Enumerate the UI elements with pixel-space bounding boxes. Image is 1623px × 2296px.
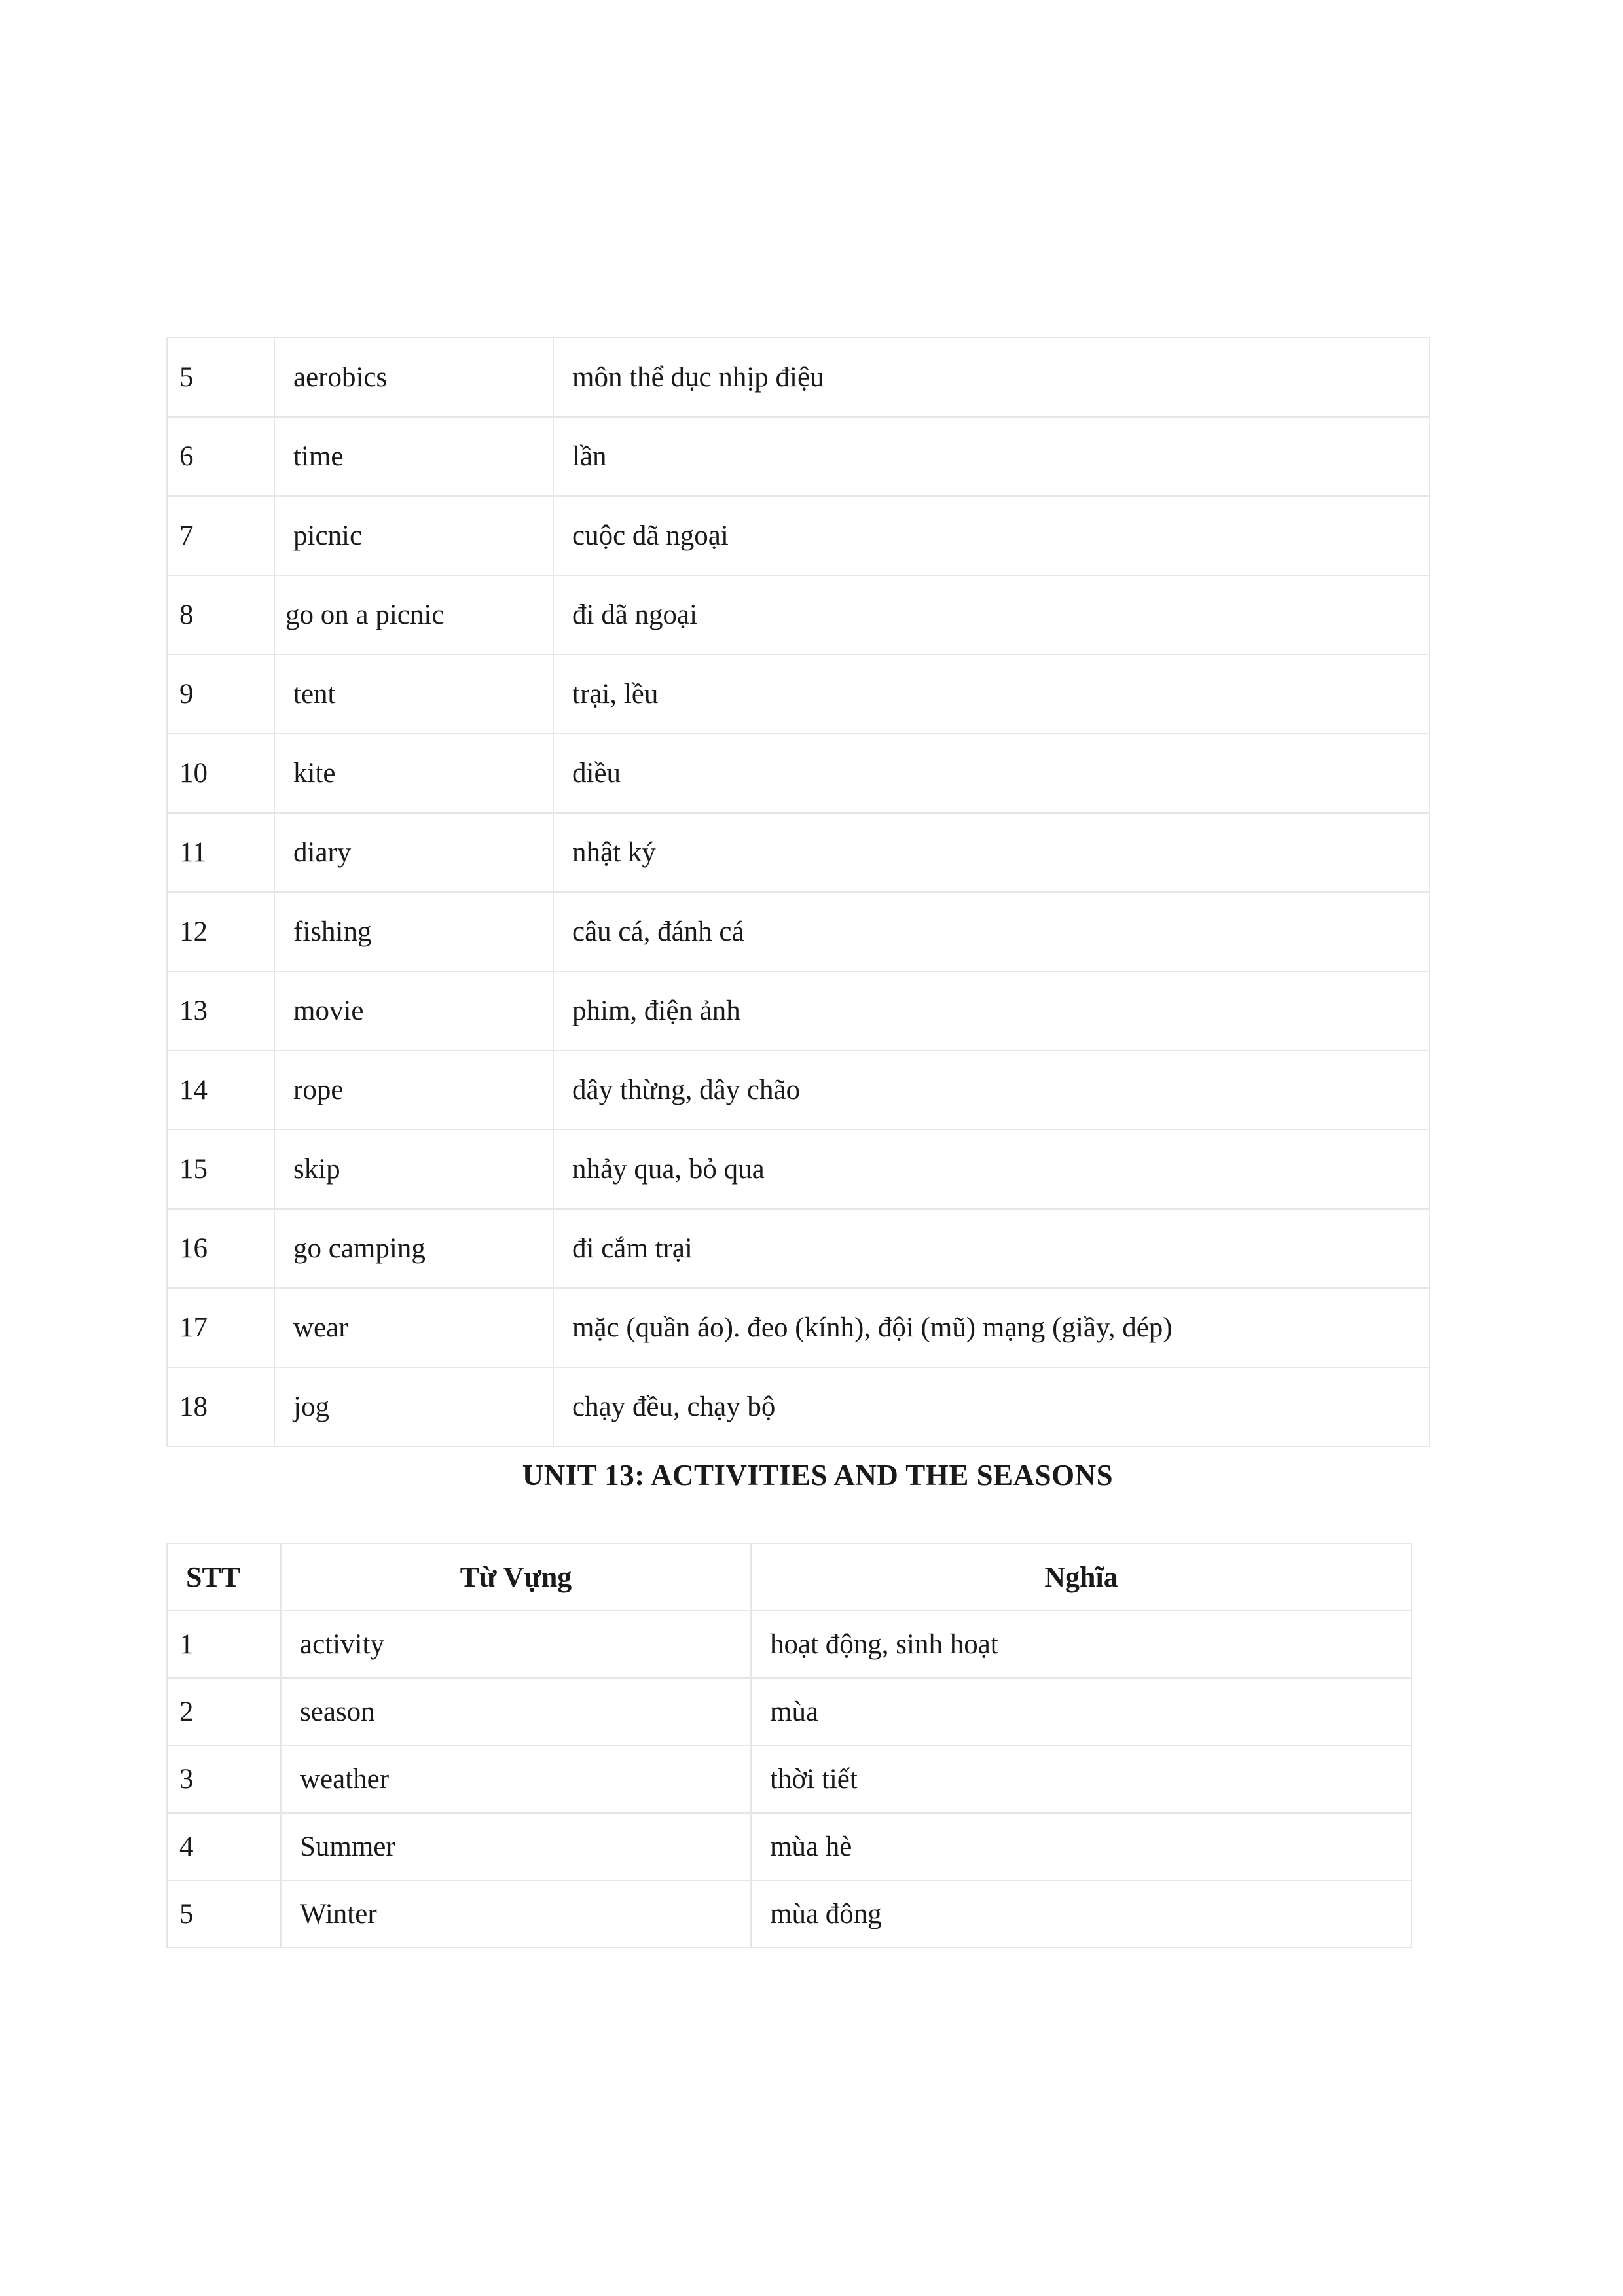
vocab-word: weather xyxy=(281,1746,751,1813)
vocab-word: aerobics xyxy=(274,338,553,417)
table-row xyxy=(167,1367,1429,1446)
table-row xyxy=(167,734,1429,813)
row-number: 11 xyxy=(167,813,274,892)
vocab-meaning: mặc (quần áo). đeo (kính), đội (mũ) mạng (giầy, dép) xyxy=(553,1288,1429,1367)
row-number: 3 xyxy=(167,1746,281,1813)
row-number: 17 xyxy=(167,1288,274,1367)
vocab-word: tent xyxy=(274,655,553,734)
table-row xyxy=(167,655,1429,734)
vocab-meaning: diều xyxy=(553,734,1429,813)
vocab-word: season xyxy=(281,1678,751,1746)
row-number: 13 xyxy=(167,971,274,1050)
vocab-meaning: trại, lều xyxy=(553,655,1429,734)
vocab-word: rope xyxy=(274,1050,553,1130)
vocab-meaning: thời tiết xyxy=(751,1746,1412,1813)
row-number: 6 xyxy=(167,417,274,496)
vocab-word: kite xyxy=(274,734,553,813)
table-header-row xyxy=(167,1543,1412,1611)
table-row xyxy=(167,496,1429,575)
vocab-word: picnic xyxy=(274,496,553,575)
vocab-word: Winter xyxy=(281,1880,751,1948)
row-number: 10 xyxy=(167,734,274,813)
table-row xyxy=(167,1880,1412,1948)
vocab-word: activity xyxy=(281,1611,751,1678)
row-number: 7 xyxy=(167,496,274,575)
column-header-word: Từ Vựng xyxy=(281,1543,751,1611)
vocab-meaning: đi cắm trại xyxy=(553,1209,1429,1288)
row-number: 1 xyxy=(167,1611,281,1678)
row-number: 5 xyxy=(167,1880,281,1948)
table-row xyxy=(167,971,1429,1050)
table-row xyxy=(167,813,1429,892)
row-number: 8 xyxy=(167,575,274,655)
row-number: 2 xyxy=(167,1678,281,1746)
vocab-meaning: nhảy qua, bỏ qua xyxy=(553,1130,1429,1209)
table-row xyxy=(167,417,1429,496)
row-number: 9 xyxy=(167,655,274,734)
row-number: 12 xyxy=(167,892,274,971)
vocab-meaning: đi dã ngoại xyxy=(553,575,1429,655)
vocab-meaning: phim, điện ảnh xyxy=(553,971,1429,1050)
vocab-meaning: dây thừng, dây chão xyxy=(553,1050,1429,1130)
table-row xyxy=(167,1813,1412,1880)
vocab-word: go on a picnic xyxy=(274,575,553,655)
vocab-word: skip xyxy=(274,1130,553,1209)
column-header-number: STT xyxy=(167,1543,281,1611)
vocab-meaning: mùa đông xyxy=(751,1880,1412,1948)
vocab-word: diary xyxy=(274,813,553,892)
vocab-word: jog xyxy=(274,1367,553,1446)
table-row xyxy=(167,575,1429,655)
vocabulary-table-unit13 xyxy=(166,1543,1412,1948)
row-number: 15 xyxy=(167,1130,274,1209)
table-row xyxy=(167,892,1429,971)
row-number: 5 xyxy=(167,338,274,417)
column-header-meaning: Nghĩa xyxy=(751,1543,1412,1611)
vocab-meaning: lần xyxy=(553,417,1429,496)
vocab-word: movie xyxy=(274,971,553,1050)
vocabulary-table-unit12 xyxy=(166,337,1430,1447)
vocab-word: Summer xyxy=(281,1813,751,1880)
unit-title: UNIT 13: ACTIVITIES AND THE SEASONS xyxy=(522,1459,1114,1492)
table-row xyxy=(167,1678,1412,1746)
row-number: 18 xyxy=(167,1367,274,1446)
vocab-word: fishing xyxy=(274,892,553,971)
row-number: 14 xyxy=(167,1050,274,1130)
vocab-meaning: hoạt động, sinh hoạt xyxy=(751,1611,1412,1678)
vocab-word: wear xyxy=(274,1288,553,1367)
vocab-meaning: môn thể dục nhịp điệu xyxy=(553,338,1429,417)
row-number: 4 xyxy=(167,1813,281,1880)
vocab-meaning: mùa xyxy=(751,1678,1412,1746)
vocab-meaning: mùa hè xyxy=(751,1813,1412,1880)
table-row xyxy=(167,1746,1412,1813)
table-row xyxy=(167,1130,1429,1209)
table-row xyxy=(167,1209,1429,1288)
table-row xyxy=(167,338,1429,417)
table-row xyxy=(167,1288,1429,1367)
vocab-word: time xyxy=(274,417,553,496)
table-row xyxy=(167,1611,1412,1678)
vocab-word: go camping xyxy=(274,1209,553,1288)
vocab-meaning: câu cá, đánh cá xyxy=(553,892,1429,971)
vocab-meaning: cuộc dã ngoại xyxy=(553,496,1429,575)
vocab-meaning: nhật ký xyxy=(553,813,1429,892)
row-number: 16 xyxy=(167,1209,274,1288)
table-row xyxy=(167,1050,1429,1130)
vocab-meaning: chạy đều, chạy bộ xyxy=(553,1367,1429,1446)
